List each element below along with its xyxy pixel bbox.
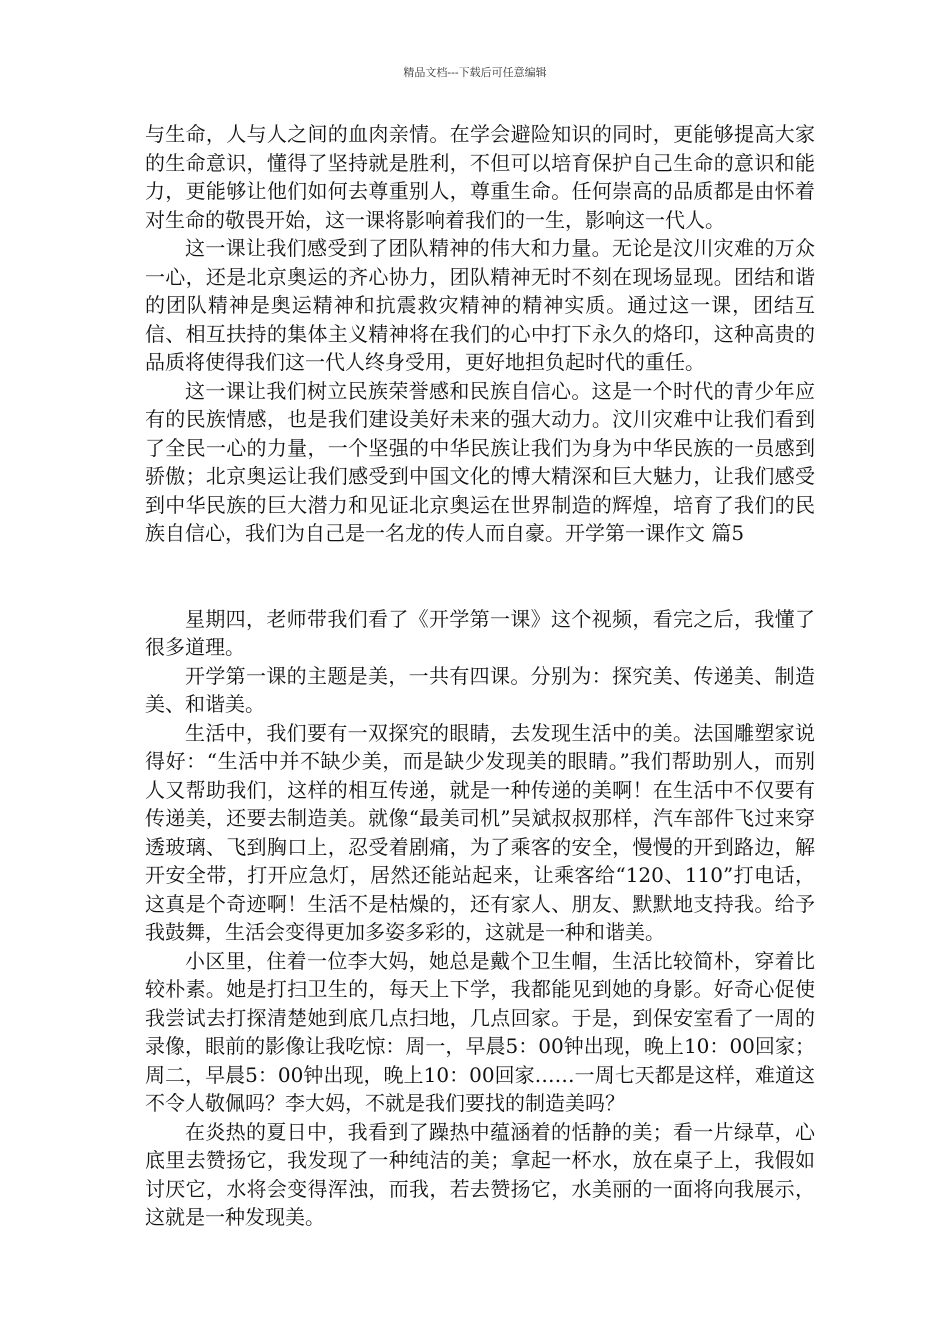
document-body [145,120,815,1232]
paragraph-gap [145,548,815,605]
paragraph-8: 在炎热的夏日中，我看到了躁热中蕴涵着的恬静的美；看一片绿草，心底里去赞扬它，我发现了一种纯洁的美；拿起一杯水，放在桌子上，我假如讨厌它，水将会变得浑浊，而我，若去赞扬它，水美丽的一面将向我展示，这就是一种发现美。 [145,1119,815,1229]
paragraph-6: 生活中，我们要有一双探究的眼睛，去发现生活中的美。法国雕塑家说得好：“生活中并不缺少美，而是缺少发现美的眼睛。”我们帮助别人，而别人又帮助我们，这样的相互传递，就是一种传递的美啊！在生活中不仅要有传递美，还要去制造美。就像“最美司机”吴斌叔叔那样，汽车部件飞过来穿透玻璃、飞到胸口上，忍受着剧痛，为了乘客的安全，慢慢的开到路边，解开安全带，打开应急灯，居然还能站起来，让乘客给“120、110”打电话，这真是个奇迹啊！生活不是枯燥的，还有家人、朋友、默默地支持我。给予我鼓舞，生活会变得更加多姿多彩的，这就是一种和谐美。 [145,720,815,944]
paragraph-4: 星期四，老师带我们看了《开学第一课》这个视频，看完之后，我懂了很多道理。 [145,606,815,659]
paragraph-7: 小区里，住着一位李大妈，她总是戴个卫生帽，生活比较简朴，穿着比较朴素。她是打扫卫生的，每天上下学，我都能见到她的身影。好奇心促使我尝试去打探清楚她到底几点扫地，几点回家。于是，到保安室看了一周的录像，眼前的影像让我吃惊：周一，早晨5：00钟出现，晚上10：00回家；周二，早晨5：00钟出现，晚上10：00回家……一周七天都是这样，难道这不令人敬佩吗？李大妈，不就是我们要找的制造美吗？ [145,948,815,1115]
paragraph-2: 这一课让我们感受到了团队精神的伟大和力量。无论是汶川灾难的万众一心，还是北京奥运的齐心协力，团队精神无时不刻在现场显现。团结和谐的团队精神是奥运精神和抗震救灾精神的精神实质。通过这一课，团结互信、相互扶持的集体主义精神将在我们的心中打下永久的烙印，这种高贵的品质将使得我们这一代人终身受用，更好地担负起时代的重任。 [145,236,815,374]
paragraph-5: 开学第一课的主题是美，一共有四课。分别为：探究美、传递美、制造美、和谐美。 [145,663,815,716]
paragraph-1: 与生命，人与人之间的血肉亲情。在学会避险知识的同时，更能够提高大家的生命意识，懂得了坚持就是胜利，不但可以培育保护自己生命的意识和能力，更能够让他们如何去尊重别人，尊重生命。任何崇高的品质都是由怀着对生命的敬畏开始，这一课将影响着我们的一生，影响这一代人。 [145,122,815,232]
paragraph-3: 这一课让我们树立民族荣誉感和民族自信心。这是一个时代的青少年应有的民族情感，也是我们建设美好未来的强大动力。汶川灾难中让我们看到了全民一心的力量，一个坚强的中华民族让我们为身为中华民族的一员感到骄傲；北京奥运让我们感受到中国文化的博大精深和巨大魅力，让我们感受到中华民族的巨大潜力和见证北京奥运在世界制造的辉煌，培育了我们的民族自信心，我们为自己是一名龙的传人而自豪。开学第一课作文 篇5 [145,378,815,545]
page-header: 精品文档---下载后可任意编辑 [403,66,547,79]
